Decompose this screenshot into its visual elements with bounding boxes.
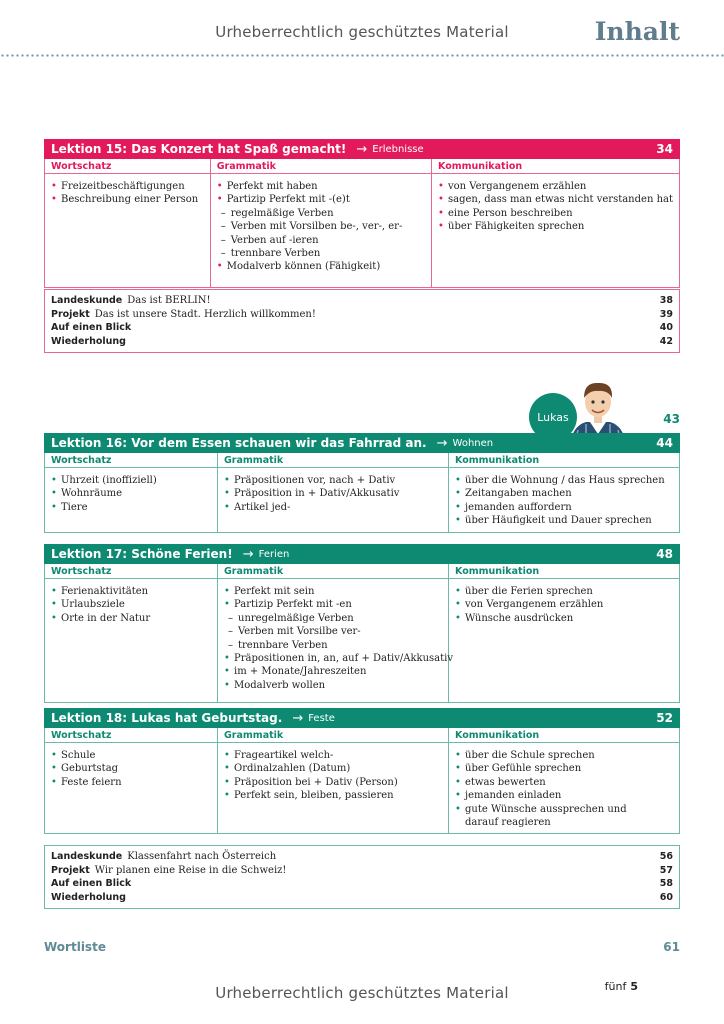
extras-box-1 bbox=[44, 289, 680, 353]
lesson-grid bbox=[44, 564, 680, 703]
extras-label: Wiederholung bbox=[51, 891, 126, 903]
lesson-grid bbox=[44, 453, 680, 533]
list-item: • Präpositionen in, an, auf + Dativ/Akkusativ bbox=[224, 652, 442, 665]
list-item: – Verben mit Vorsilben be-, ver-, er- bbox=[217, 220, 425, 233]
watermark-top: Urheberrechtlich geschütztes Material bbox=[215, 23, 509, 41]
wortschatz-list bbox=[45, 579, 217, 702]
extras-page: 56 bbox=[659, 851, 673, 862]
arrow-right-icon: → bbox=[242, 546, 254, 562]
list-item: • sagen, dass man etwas nicht verstanden hat bbox=[438, 193, 673, 206]
extras-row[interactable] bbox=[51, 891, 673, 905]
extras-text: Wir planen eine Reise in die Schweiz! bbox=[94, 864, 287, 876]
column-grammatik bbox=[218, 728, 449, 833]
page-title: Inhalt bbox=[594, 17, 680, 46]
lesson-header[interactable] bbox=[44, 139, 680, 159]
column-kommunikation bbox=[449, 453, 679, 532]
lesson-page: 44 bbox=[656, 436, 673, 450]
grammatik-list bbox=[211, 174, 431, 278]
column-wortschatz bbox=[45, 564, 218, 702]
list-item: • Perfekt mit sein bbox=[224, 585, 442, 598]
lesson-18 bbox=[44, 708, 680, 834]
lesson-topic: Wohnen bbox=[452, 437, 494, 449]
extras-label: Wiederholung bbox=[51, 335, 126, 347]
list-item: • über die Schule sprechen bbox=[455, 749, 673, 762]
list-item: • jemanden einladen bbox=[455, 789, 673, 802]
extras-row[interactable] bbox=[51, 321, 673, 335]
list-item: • Präposition in + Dativ/Akkusativ bbox=[224, 487, 442, 500]
list-item: • über die Ferien sprechen bbox=[455, 585, 673, 598]
kommunikation-list bbox=[449, 468, 679, 532]
lesson-16 bbox=[44, 433, 680, 533]
extras-page: 38 bbox=[659, 295, 673, 306]
extras-box-2 bbox=[44, 845, 680, 909]
lesson-page: 52 bbox=[656, 711, 673, 725]
extras-label: Landeskunde bbox=[51, 295, 123, 306]
column-header: Kommunikation bbox=[449, 453, 679, 468]
list-item: • von Vergangenem erzählen bbox=[455, 598, 673, 611]
list-item: • Uhrzeit (inoffiziell) bbox=[51, 474, 211, 487]
extras-row[interactable] bbox=[51, 864, 673, 878]
column-wortschatz bbox=[45, 728, 218, 833]
kommunikation-list bbox=[449, 579, 679, 629]
list-item: • jemanden auffordern bbox=[455, 501, 673, 514]
list-item: – unregelmäßige Verben bbox=[224, 612, 442, 625]
lesson-title: Lektion 15: Das Konzert hat Spaß gemacht! bbox=[51, 142, 347, 156]
list-item: – trennbare Verben bbox=[217, 247, 425, 260]
lesson-topic: Erlebnisse bbox=[372, 143, 424, 155]
extras-page: 60 bbox=[659, 891, 673, 903]
list-item: • Wohnräume bbox=[51, 487, 211, 500]
list-item: • über Häufigkeit und Dauer sprechen bbox=[455, 514, 673, 527]
arrow-right-icon: → bbox=[292, 710, 304, 726]
list-item: • Geburtstag bbox=[51, 762, 211, 775]
extras-page: 39 bbox=[659, 308, 673, 320]
list-item: • Schule bbox=[51, 749, 211, 762]
lesson-17 bbox=[44, 544, 680, 703]
grammatik-list bbox=[218, 579, 453, 696]
list-item: • Ferienaktivitäten bbox=[51, 585, 211, 598]
extras-label: Auf einen Blick bbox=[51, 878, 132, 889]
list-item: • Partizip Perfekt mit -en bbox=[224, 598, 442, 611]
kommunikation-list bbox=[432, 174, 679, 238]
extras-label: Projekt bbox=[51, 864, 90, 876]
lesson-header[interactable] bbox=[44, 433, 680, 453]
list-item: • etwas bewerten bbox=[455, 776, 673, 789]
column-header: Grammatik bbox=[218, 564, 448, 579]
lesson-header[interactable] bbox=[44, 708, 680, 728]
lukas-badge: Lukas bbox=[529, 393, 577, 441]
column-kommunikation bbox=[449, 564, 679, 702]
arrow-right-icon: → bbox=[436, 435, 448, 451]
lesson-topic: Ferien bbox=[258, 548, 290, 560]
column-header: Wortschatz bbox=[45, 159, 210, 174]
column-grammatik bbox=[218, 564, 453, 702]
column-header: Grammatik bbox=[211, 159, 431, 174]
lesson-15 bbox=[44, 139, 680, 288]
extras-row[interactable] bbox=[51, 294, 673, 308]
list-item: • eine Person beschreiben bbox=[438, 207, 673, 220]
wortschatz-list bbox=[45, 743, 217, 833]
column-header: Kommunikation bbox=[432, 159, 679, 174]
list-item: • Freizeitbeschäftigungen bbox=[51, 180, 204, 193]
wortschatz-list bbox=[45, 174, 210, 287]
watermark-bottom: Urheberrechtlich geschütztes Material bbox=[215, 984, 509, 1002]
list-item: • Urlaubsziele bbox=[51, 598, 211, 611]
dotted-divider bbox=[0, 54, 724, 57]
arrow-right-icon: → bbox=[356, 141, 368, 157]
column-header: Wortschatz bbox=[45, 728, 217, 743]
extras-row[interactable] bbox=[51, 850, 673, 864]
extras-page: 58 bbox=[659, 878, 673, 889]
list-item: • Orte in der Natur bbox=[51, 612, 211, 625]
lesson-title: Lektion 17: Schöne Ferien! bbox=[51, 547, 233, 561]
list-item: • Modalverb können (Fähigkeit) bbox=[217, 260, 425, 273]
lesson-title: Lektion 18: Lukas hat Geburtstag. bbox=[51, 711, 283, 725]
list-item: • Zeitangaben machen bbox=[455, 487, 673, 500]
wortliste-link[interactable] bbox=[44, 940, 680, 954]
extras-text: Klassenfahrt nach Österreich bbox=[127, 851, 277, 862]
wortliste-page: 61 bbox=[663, 940, 680, 954]
extras-label: Projekt bbox=[51, 308, 90, 320]
column-grammatik bbox=[218, 453, 449, 532]
extras-text: Das ist BERLIN! bbox=[127, 295, 211, 306]
list-item: • über Fähigkeiten sprechen bbox=[438, 220, 673, 233]
list-item: • Wünsche ausdrücken bbox=[455, 612, 673, 625]
column-header: Grammatik bbox=[218, 728, 448, 743]
column-header: Kommunikation bbox=[449, 728, 679, 743]
list-item: • Modalverb wollen bbox=[224, 679, 442, 692]
page-number-digit: 5 bbox=[630, 980, 638, 993]
list-item: • im + Monate/Jahreszeiten bbox=[224, 665, 442, 678]
column-wortschatz bbox=[45, 159, 211, 287]
lesson-header[interactable] bbox=[44, 544, 680, 564]
extras-row[interactable] bbox=[51, 335, 673, 349]
lesson-page: 34 bbox=[656, 142, 673, 156]
list-item: • Tiere bbox=[51, 501, 211, 514]
wortliste-label: Wortliste bbox=[44, 940, 106, 954]
column-kommunikation bbox=[449, 728, 679, 833]
grammatik-list bbox=[218, 743, 448, 807]
list-item: • Perfekt sein, bleiben, passieren bbox=[224, 789, 442, 802]
list-item: • Artikel jed- bbox=[224, 501, 442, 514]
lesson-page: 48 bbox=[656, 547, 673, 561]
lesson-title: Lektion 16: Vor dem Essen schauen wir das Fahrrad an. bbox=[51, 436, 427, 450]
column-header: Kommunikation bbox=[449, 564, 679, 579]
extras-page: 42 bbox=[659, 335, 673, 347]
column-header: Wortschatz bbox=[45, 564, 217, 579]
list-item: • Ordinalzahlen (Datum) bbox=[224, 762, 442, 775]
extras-text: Das ist unsere Stadt. Herzlich willkommen! bbox=[94, 308, 316, 320]
extras-page: 57 bbox=[659, 864, 673, 876]
lesson-grid bbox=[44, 159, 680, 288]
wortschatz-list bbox=[45, 468, 217, 531]
extras-row[interactable] bbox=[51, 877, 673, 891]
list-item: • Präposition bei + Dativ (Person) bbox=[224, 776, 442, 789]
extras-label: Landeskunde bbox=[51, 851, 123, 862]
list-item: • gute Wünsche aussprechen und bbox=[455, 803, 673, 816]
grammatik-list bbox=[218, 468, 448, 518]
lesson-grid bbox=[44, 728, 680, 834]
list-item: – trennbare Verben bbox=[224, 639, 442, 652]
list-item: • über Gefühle sprechen bbox=[455, 762, 673, 775]
list-item: darauf reagieren bbox=[465, 817, 551, 829]
list-item: • über die Wohnung / das Haus sprechen bbox=[455, 474, 673, 487]
extras-label: Auf einen Blick bbox=[51, 322, 132, 333]
list-item: • von Vergangenem erzählen bbox=[438, 180, 673, 193]
column-header: Wortschatz bbox=[45, 453, 217, 468]
column-header: Grammatik bbox=[218, 453, 448, 468]
column-grammatik bbox=[211, 159, 432, 287]
list-item: – Verben mit Vorsilbe ver- bbox=[224, 625, 442, 638]
lukas-page: 43 bbox=[663, 412, 680, 426]
list-item: • Frageartikel welch- bbox=[224, 749, 442, 762]
list-item: • Beschreibung einer Person bbox=[51, 193, 204, 206]
list-item: – Verben auf -ieren bbox=[217, 234, 425, 247]
list-item: – regelmäßige Verben bbox=[217, 207, 425, 220]
list-item: • Partizip Perfekt mit -(e)t bbox=[217, 193, 425, 206]
page-number-word: fünf bbox=[604, 980, 627, 993]
extras-row[interactable] bbox=[51, 308, 673, 322]
column-wortschatz bbox=[45, 453, 218, 532]
list-item: • Feste feiern bbox=[51, 776, 211, 789]
kommunikation-list bbox=[449, 743, 679, 833]
list-item: • Präpositionen vor, nach + Dativ bbox=[224, 474, 442, 487]
lesson-topic: Feste bbox=[308, 712, 335, 724]
list-item: • Perfekt mit haben bbox=[217, 180, 425, 193]
extras-page: 40 bbox=[659, 322, 673, 333]
column-kommunikation bbox=[432, 159, 679, 287]
